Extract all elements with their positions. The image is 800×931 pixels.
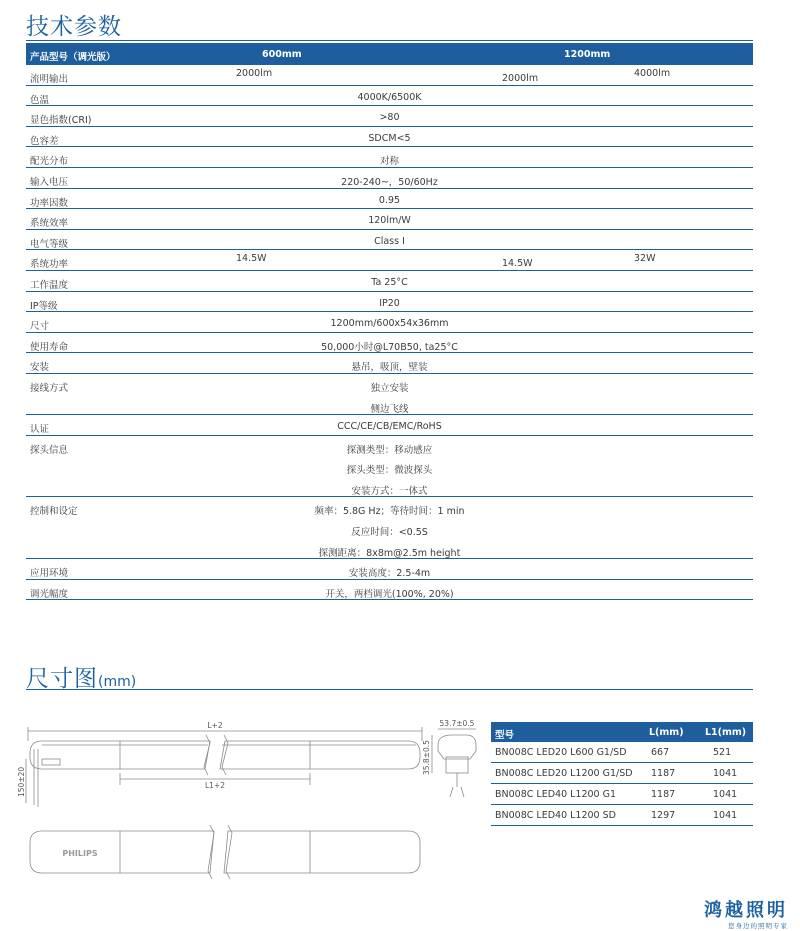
models-row bbox=[491, 805, 753, 826]
models-row bbox=[491, 763, 753, 784]
spec-row-value: 0.95 bbox=[378, 194, 401, 206]
spec-row-label: 色温 bbox=[30, 94, 50, 106]
spec-title-rule bbox=[26, 40, 753, 41]
spec-row-label: 输入电压 bbox=[30, 176, 69, 188]
header-600mm: 600mm bbox=[262, 49, 302, 60]
spec-row-label: 系统功率 bbox=[30, 259, 69, 271]
spec-row bbox=[26, 271, 753, 292]
brand-logo bbox=[704, 896, 788, 930]
philips-logo: PHILIPS bbox=[62, 849, 98, 858]
spec-row-value: 开关，两档调光(100%, 20%) bbox=[325, 588, 454, 600]
header-1200mm: 1200mm bbox=[564, 49, 611, 60]
spec-row-value: 2000lm bbox=[502, 73, 539, 84]
models-cell-model: BN008C LED20 L600 G1/SD bbox=[495, 747, 627, 758]
spec-row-value: 安装高度：2.5-4m bbox=[348, 568, 431, 580]
spec-row bbox=[26, 189, 753, 210]
spec-row bbox=[26, 168, 753, 189]
models-cell-l1: 1041 bbox=[713, 810, 738, 821]
spec-row bbox=[26, 415, 753, 436]
spec-row-value: 侧边飞线 bbox=[370, 403, 409, 415]
spec-row-value: 32W bbox=[634, 253, 656, 265]
spec-row-value: 探头类型：微波探头 bbox=[346, 465, 433, 477]
spec-row-value: 对称 bbox=[379, 156, 399, 168]
spec-row-label: 调光幅度 bbox=[30, 588, 69, 600]
spec-row-label: 认证 bbox=[30, 424, 50, 436]
depth-label: 35.8±0.5 bbox=[422, 740, 431, 775]
models-cell-l: 1187 bbox=[651, 768, 676, 779]
spec-row-value: 频率：5.8G Hz；等待时间：1 min bbox=[314, 506, 465, 518]
spec-row-label: 应用环境 bbox=[30, 568, 69, 580]
spec-row bbox=[26, 436, 753, 498]
spec-row-label: 工作温度 bbox=[30, 279, 69, 291]
models-cell-l: 1187 bbox=[651, 789, 676, 800]
spec-row-label: 电气等级 bbox=[30, 238, 69, 250]
spec-title: 技术参数 bbox=[26, 14, 122, 40]
spec-row-value: >80 bbox=[379, 112, 400, 124]
spec-row-value: 悬吊，吸顶，壁装 bbox=[351, 362, 428, 374]
models-header-l: L(mm) bbox=[649, 727, 684, 738]
spec-row-label: IP等级 bbox=[30, 300, 58, 312]
models-row bbox=[491, 742, 753, 763]
models-header-l1: L1(mm) bbox=[705, 727, 747, 738]
spec-table-header bbox=[26, 43, 753, 65]
spec-row-value: 安装方式：一体式 bbox=[351, 485, 428, 497]
spec-row bbox=[26, 86, 753, 107]
spec-row bbox=[26, 292, 753, 313]
spec-row-value: 4000K/6500K bbox=[357, 91, 422, 103]
spec-row-label: 色容差 bbox=[30, 135, 59, 147]
spec-row bbox=[26, 580, 753, 601]
models-header-model: 型号 bbox=[495, 730, 515, 741]
spec-row-value: 14.5W bbox=[502, 258, 533, 270]
spec-row-value: 独立安装 bbox=[370, 382, 409, 394]
spec-row bbox=[26, 65, 753, 86]
models-cell-l: 1297 bbox=[651, 810, 676, 821]
dim-title-unit: (mm) bbox=[98, 674, 137, 690]
spec-row-value: 120lm/W bbox=[368, 215, 411, 227]
spec-row-label: 尺寸 bbox=[30, 321, 50, 333]
spec-row-value: 220-240~，50/60Hz bbox=[341, 176, 438, 188]
dimension-drawing bbox=[17, 715, 480, 885]
header-model: 产品型号（调光版） bbox=[30, 52, 116, 63]
spec-row-label: 探头信息 bbox=[30, 444, 69, 456]
spec-table bbox=[26, 43, 753, 600]
spec-row-label: 使用寿命 bbox=[30, 341, 69, 353]
spec-row bbox=[26, 106, 753, 127]
spec-row-label: 流明输出 bbox=[30, 74, 69, 85]
spec-row-value: 50,000小时@L70B50, ta25°C bbox=[321, 341, 458, 353]
spec-row bbox=[26, 312, 753, 333]
spec-row-label: 显色指数(CRI) bbox=[30, 115, 92, 127]
width-label: 53.7±0.5 bbox=[439, 719, 475, 728]
spec-row-value: 14.5W bbox=[236, 253, 267, 265]
models-cell-l1: 521 bbox=[713, 747, 732, 758]
spec-row bbox=[26, 127, 753, 148]
height-label: 150±20 bbox=[17, 766, 26, 797]
spec-row-value: Ta 25°C bbox=[371, 276, 408, 288]
side-view bbox=[26, 727, 476, 807]
spec-row-value: 探测距离：8x8m@2.5m height bbox=[318, 547, 461, 559]
length-label: L+2 bbox=[207, 721, 223, 730]
spec-row bbox=[26, 147, 753, 168]
spec-row-value: 4000lm bbox=[634, 68, 671, 79]
models-cell-l1: 1041 bbox=[713, 789, 738, 800]
spec-row bbox=[26, 250, 753, 271]
spec-row bbox=[26, 497, 753, 559]
spec-row-value: 探测类型：移动感应 bbox=[346, 444, 433, 456]
models-cell-l: 667 bbox=[651, 747, 670, 758]
models-cell-l1: 1041 bbox=[713, 768, 738, 779]
spec-table-body bbox=[26, 65, 753, 600]
spec-row bbox=[26, 209, 753, 230]
spec-row bbox=[26, 230, 753, 251]
models-table-body bbox=[491, 742, 753, 826]
models-table bbox=[491, 722, 753, 826]
spec-row-value: 反应时间：<0.5S bbox=[351, 527, 428, 539]
spec-row-value: 1200mm/600x54x36mm bbox=[330, 318, 449, 330]
dim-title-text: 尺寸图 bbox=[26, 666, 98, 692]
spec-row-value: SDCM<5 bbox=[368, 132, 411, 144]
spec-row-label: 安装 bbox=[30, 362, 50, 374]
spec-row bbox=[26, 374, 753, 415]
brand-tagline: 您身边的照明专家 bbox=[728, 922, 788, 930]
models-cell-model: BN008C LED20 L1200 G1/SD bbox=[495, 768, 633, 779]
models-cell-model: BN008C LED40 L1200 SD bbox=[495, 810, 616, 821]
spec-row bbox=[26, 333, 753, 354]
spec-row-value: CCC/CE/CB/EMC/RoHS bbox=[337, 421, 442, 433]
spec-row-label: 配光分布 bbox=[30, 156, 69, 168]
dim-title-rule bbox=[26, 689, 753, 690]
spec-row-label: 系统效率 bbox=[30, 218, 69, 230]
spec-row-label: 功率因数 bbox=[30, 197, 69, 209]
spec-row-value: Class I bbox=[374, 235, 405, 247]
spec-row bbox=[26, 353, 753, 374]
length1-label: L1+2 bbox=[204, 781, 226, 790]
spec-row-label: 接线方式 bbox=[30, 382, 69, 394]
spec-row-value: 2000lm bbox=[236, 68, 273, 79]
models-row bbox=[491, 784, 753, 805]
models-cell-model: BN008C LED40 L1200 G1 bbox=[495, 789, 617, 800]
spec-row-value: IP20 bbox=[379, 297, 400, 309]
brand-name: 鸿越照明 bbox=[704, 900, 788, 921]
models-table-header bbox=[491, 722, 753, 742]
spec-row bbox=[26, 559, 753, 580]
spec-row-label: 控制和设定 bbox=[30, 506, 78, 518]
